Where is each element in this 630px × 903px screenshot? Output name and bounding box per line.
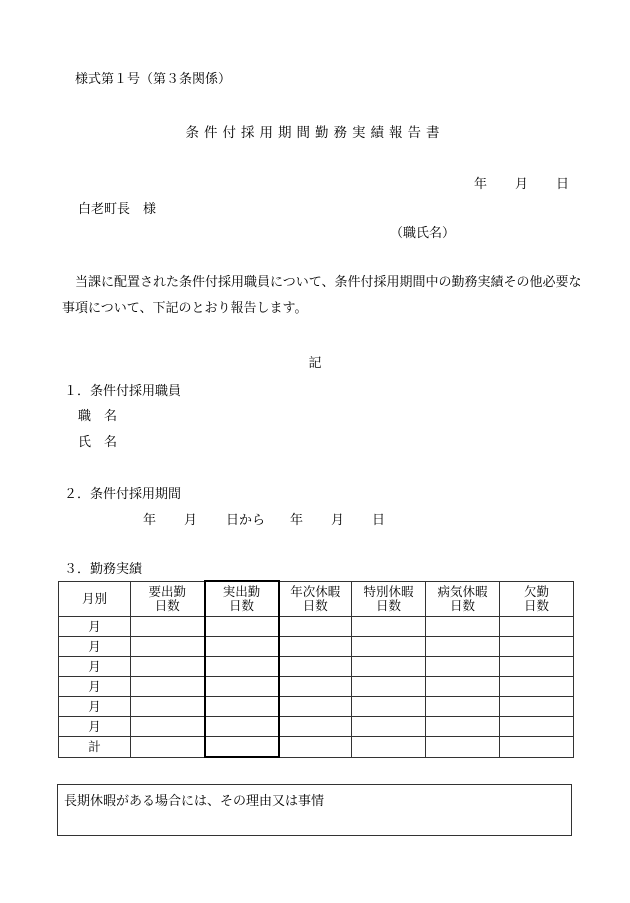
sick-leave-cell[interactable] [426,657,500,677]
total-row [59,737,574,758]
section-2-heading: ２．条件付採用期間 [64,487,182,502]
month-cell: 月 [59,657,131,677]
absence-cell[interactable] [500,637,574,657]
body-text: 当課に配置された条件付採用職員について、条件付採用期間中の勤務実績その他必要な事項について、下記のとおり報告します。 [62,275,582,316]
table-row [59,637,574,657]
actual-days-cell[interactable] [205,637,279,657]
header-annual-leave-days: 年次休暇 日数 [279,581,352,617]
period-day-from: 日から [226,513,266,528]
absence-cell[interactable] [500,657,574,677]
required-days-cell[interactable] [131,717,205,737]
special-leave-cell[interactable] [352,617,426,637]
required-days-cell[interactable] [131,657,205,677]
leave-reason-label: 長期休暇がある場合には、その理由又は事情 [64,794,325,809]
sick-leave-cell[interactable] [426,697,500,717]
table-row [59,657,574,677]
ki-heading: 記 [308,356,322,371]
header-special-leave-days: 特別休暇 日数 [352,581,426,617]
annual-leave-cell[interactable] [279,657,352,677]
annual-leave-cell[interactable] [279,717,352,737]
table-row [59,697,574,717]
header-sick-leave-days: 病気休暇 日数 [426,581,500,617]
sick-leave-cell[interactable] [426,717,500,737]
sick-leave-cell[interactable] [426,617,500,637]
actual-days-cell[interactable] [205,617,279,637]
signer-label: （職氏名） [390,226,456,241]
special-leave-cell[interactable] [352,717,426,737]
required-days-cell[interactable] [131,697,205,717]
month-cell: 月 [59,637,131,657]
annual-leave-cell[interactable] [279,677,352,697]
addressee: 白老町長 様 [78,202,157,217]
special-leave-cell[interactable] [352,657,426,677]
sick-leave-cell[interactable] [426,637,500,657]
required-days-total-cell[interactable] [131,737,205,758]
required-days-cell[interactable] [131,637,205,657]
total-label-cell: 計 [59,737,131,758]
work-record-table [58,580,574,758]
month-cell: 月 [59,617,131,637]
header-absence-days: 欠勤 日数 [500,581,574,617]
actual-days-cell[interactable] [205,677,279,697]
header-month: 月別 [59,581,131,617]
table-row [59,617,574,637]
form-number: 様式第１号（第３条関係） [75,72,232,87]
absence-total-cell[interactable] [500,737,574,758]
actual-days-cell[interactable] [205,717,279,737]
period-month-2: 月 [331,513,345,528]
period-month-1: 月 [184,513,198,528]
leave-reason-box[interactable] [57,784,572,836]
actual-days-total-cell[interactable] [205,737,279,758]
sick-leave-total-cell[interactable] [426,737,500,758]
required-days-cell[interactable] [131,617,205,637]
period-year-1: 年 [143,513,157,528]
position-label: 職 名 [78,409,118,424]
date-day-label: 日 [556,177,570,192]
absence-cell[interactable] [500,697,574,717]
section-1-heading: １．条件付採用職員 [64,384,182,399]
name-label: 氏 名 [78,435,118,450]
table-header-row [59,581,574,617]
month-cell: 月 [59,717,131,737]
section-3-heading: ３．勤務実績 [64,562,143,577]
date-month-label: 月 [515,177,529,192]
month-cell: 月 [59,697,131,717]
header-actual-days: 実出勤 日数 [205,581,279,617]
document-title: 条件付採用期間勤務実績報告書 [185,125,445,141]
absence-cell[interactable] [500,617,574,637]
annual-leave-total-cell[interactable] [279,737,352,758]
period-day-2: 日 [372,513,386,528]
annual-leave-cell[interactable] [279,637,352,657]
annual-leave-cell[interactable] [279,697,352,717]
annual-leave-cell[interactable] [279,617,352,637]
month-cell: 月 [59,677,131,697]
absence-cell[interactable] [500,677,574,697]
required-days-cell[interactable] [131,677,205,697]
sick-leave-cell[interactable] [426,677,500,697]
special-leave-cell[interactable] [352,697,426,717]
special-leave-total-cell[interactable] [352,737,426,758]
actual-days-cell[interactable] [205,697,279,717]
table-row [59,717,574,737]
special-leave-cell[interactable] [352,637,426,657]
special-leave-cell[interactable] [352,677,426,697]
date-year-label: 年 [474,177,488,192]
header-required-days: 要出勤 日数 [131,581,205,617]
absence-cell[interactable] [500,717,574,737]
period-year-2: 年 [290,513,304,528]
table-row [59,677,574,697]
actual-days-cell[interactable] [205,657,279,677]
